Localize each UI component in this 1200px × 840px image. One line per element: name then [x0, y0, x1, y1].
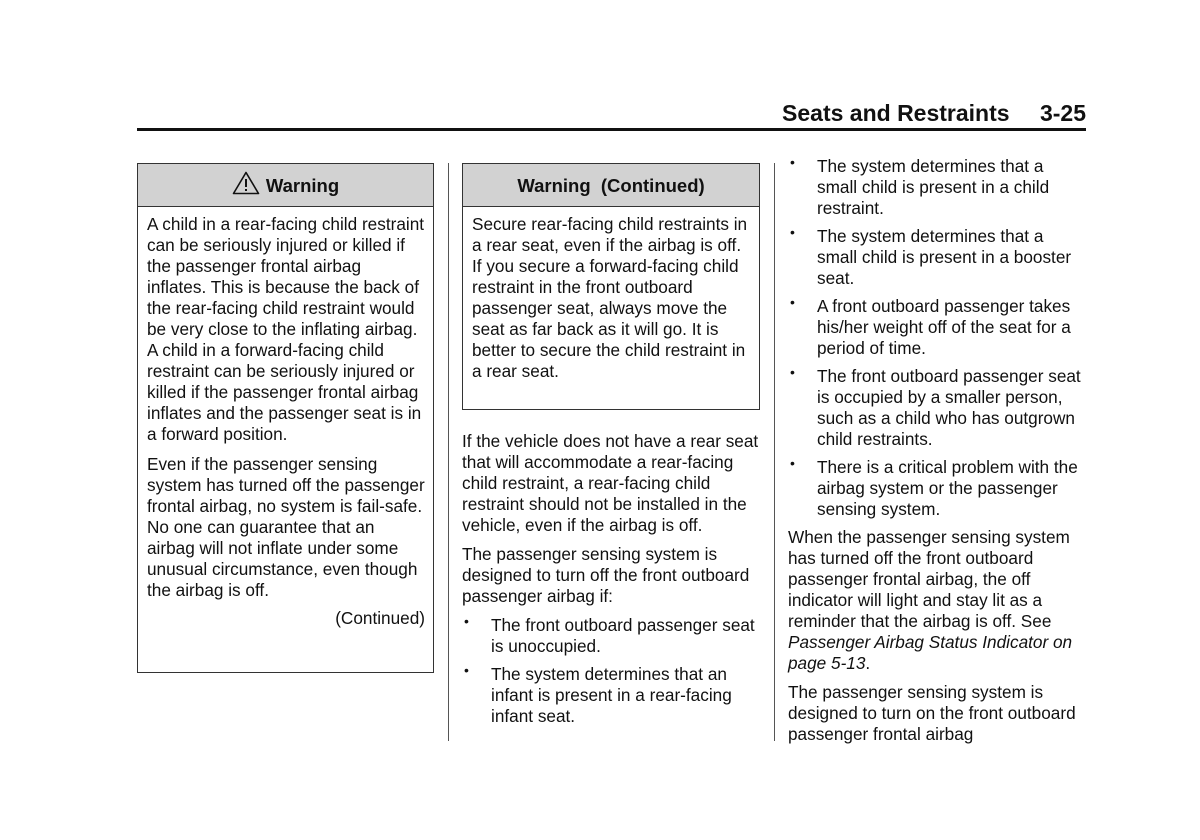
bullet-list [462, 615, 760, 727]
warning-title: Warning [265, 174, 340, 196]
list-item: • The front outboard passenger seat is unoccupied. [464, 613, 755, 656]
bullet-icon: • [464, 613, 469, 629]
column-divider-1 [448, 163, 449, 741]
body-paragraph: When the passenger sensing system has turned off the front outboard passenger frontal airbag, the off indicator will light and stay lit as a reminder that the airbag is off. See Passenger Airbag Status Indicator on page 5-13. [788, 527, 1073, 673]
header-rule [137, 128, 1086, 131]
cross-reference: Passenger Airbag Status Indicator on page 5-13 [788, 632, 1073, 673]
warning-body [463, 207, 759, 397]
column-2-text [462, 431, 760, 734]
bullet-icon: • [790, 455, 795, 471]
page-number: 3-25 [1039, 100, 1086, 126]
list-item: • The front outboard passenger seat is occupied by a smaller person, such as a child who has outgrown child restraints. [790, 364, 1081, 449]
section-title: Seats and Restraints [782, 100, 1010, 126]
list-item: • The system determines that an infant is present in a rear-facing infant seat. [464, 662, 732, 726]
bullet-icon: • [790, 224, 795, 240]
warning-title: Warning (Continued) [517, 174, 705, 196]
column-3-text [788, 156, 1088, 753]
warning-body [138, 207, 433, 635]
bullet-icon: • [790, 294, 795, 310]
body-paragraph: The passenger sensing system is designed to turn on the front outboard passenger frontal airbag [788, 682, 1076, 744]
list-item: • The system determines that a small child is present in a child restraint. [790, 154, 1050, 218]
warning-header [138, 164, 433, 207]
page-header [782, 100, 1086, 127]
column-divider-2 [774, 163, 775, 741]
warning-header [463, 164, 759, 207]
warning-paragraph: A child in a rear-facing child restraint can be seriously injured or killed if the passenger frontal airbag inflates. This is because the back of the rear-facing child restraint would be very close to the inflating airbag. A child in a forward-facing child restraint can be seriously injured or killed if the passenger frontal airbag inflates and the passenger seat is in a forward position. [147, 214, 425, 444]
body-paragraph: If the vehicle does not have a rear seat that will accommodate a rear-facing child restraint, a rear-facing child restraint should not be installed in the vehicle, even if the airbag is off. [462, 431, 759, 535]
warning-continued-box [462, 163, 760, 410]
list-item: • There is a critical problem with the airbag system or the passenger sensing system. [790, 455, 1078, 519]
bullet-icon: • [790, 364, 795, 380]
list-item: • The system determines that a small child is present in a booster seat. [790, 224, 1072, 288]
warning-paragraph: Even if the passenger sensing system has turned off the passenger frontal airbag, no system is fail-safe. No one can guarantee that an airbag will not inflate under some unusual circumstance, even though the airbag is off. [147, 454, 425, 600]
bullet-icon: • [464, 662, 469, 678]
bullet-icon: • [790, 154, 795, 170]
list-item: • A front outboard passenger takes his/her weight off of the seat for a period of time. [790, 294, 1071, 358]
continued-label: (Continued) [335, 608, 425, 628]
warning-box [137, 163, 434, 673]
bullet-list [788, 156, 1088, 520]
warning-triangle-icon [232, 171, 260, 195]
warning-paragraph: Secure rear-facing child restraints in a rear seat, even if the airbag is off. If you secure a forward-facing child restraint in the front outboard passenger seat, always move the seat as far back as it will go. It is better to secure the child restraint in a rear seat. [472, 214, 748, 381]
body-paragraph: The passenger sensing system is designed to turn off the front outboard passenger airbag if: [462, 544, 750, 606]
